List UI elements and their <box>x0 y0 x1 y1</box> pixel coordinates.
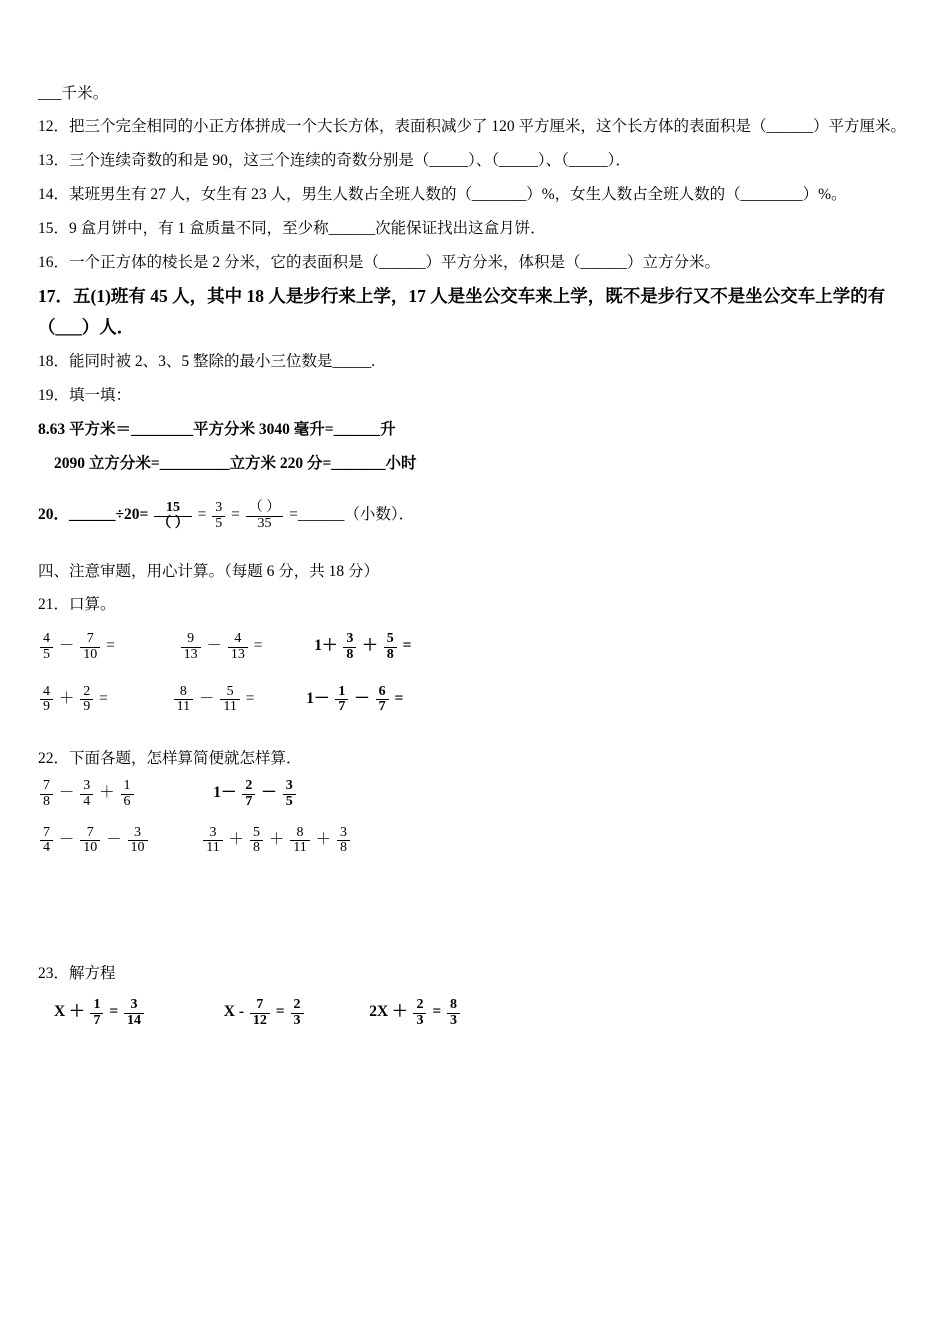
fraction-3-over-8: $\frac{3}{8}$ <box>343 632 356 662</box>
fraction-3-over-4: $\frac{3}{4}$ <box>80 779 93 809</box>
question-23-row <box>38 998 914 1028</box>
question-20-suffix: =______（小数）． <box>289 506 415 523</box>
variable-2x: 2X ＋ <box>369 1002 408 1020</box>
equals: = <box>99 689 108 707</box>
equation-2 <box>224 998 306 1028</box>
fraction-4-over-13: $\frac{4}{13}$ <box>228 632 248 662</box>
question-20-prefix: 20．______÷20= <box>38 506 149 523</box>
fraction-5-over-8: $\frac{5}{8}$ <box>384 632 397 662</box>
fraction-7-over-12: $\frac{7}{12}$ <box>250 998 270 1028</box>
fraction-15-over-blank: $\frac{15}{( )}$ <box>154 501 192 531</box>
oral-item-5 <box>172 685 255 715</box>
question-22-row-1 <box>38 779 914 809</box>
question-22-row-2 <box>38 826 914 856</box>
oral-item-2 <box>179 632 263 662</box>
question-12: 12．把三个完全相同的小正方体拼成一个大长方体，表面积减少了 120 平方厘米，这个长方体的表面积是（______）平方厘米。 <box>38 118 907 135</box>
operator-plus: ＋ <box>99 784 115 802</box>
question-20 <box>38 501 914 531</box>
lead-one: 1－ <box>213 784 237 802</box>
operator-plus: ＋ <box>268 830 285 848</box>
equals: = <box>106 637 115 655</box>
question-13: 13．三个连续奇数的和是 90，这三个连续的奇数分别是（_____）、（_____）、（_____）． <box>38 152 631 169</box>
section-4-heading: 四、注意审题，用心计算。（每题 6 分，共 18 分） <box>38 563 380 581</box>
fraction-2-over-7: $\frac{2}{7}$ <box>242 779 255 809</box>
fraction-6-over-7: $\frac{6}{7}$ <box>376 685 389 715</box>
fraction-5-over-11: $\frac{5}{11}$ <box>220 685 239 715</box>
question-22-label: 22．下面各题，怎样算简便就怎样算． <box>38 750 302 768</box>
fraction-3-over-5: $\frac{3}{5}$ <box>212 501 225 531</box>
fraction-1-over-7: $\frac{1}{7}$ <box>90 998 103 1028</box>
fraction-7-over-8: $\frac{7}{8}$ <box>40 779 53 809</box>
equals: = <box>275 1002 285 1020</box>
lead-one: 1＋ <box>314 637 338 655</box>
variable-x: X - <box>223 1002 245 1020</box>
oral-item-1 <box>38 632 115 662</box>
question-19-line-a: 8.63 平方米＝________平方分米 3040 毫升=______升 <box>38 421 396 438</box>
question-11-tail: ___千米。 <box>38 85 109 102</box>
fraction-8-over-11: $\frac{8}{11}$ <box>290 826 309 856</box>
operator-plus: ＋ <box>228 830 245 848</box>
fraction-4-over-9: $\frac{4}{9}$ <box>40 685 53 715</box>
variable-x: X ＋ <box>54 1002 85 1020</box>
question-19-line-b: 2090 立方分米=_________立方米 220 分=_______小时 <box>54 455 417 472</box>
fraction-blank-over-35: $\frac{( )}{35}$ <box>246 501 284 531</box>
page-content <box>38 78 914 1032</box>
oral-item-3 <box>314 632 411 662</box>
lead-one: 1－ <box>306 689 330 707</box>
equals-sign-2: = <box>231 506 240 523</box>
question-21-row-1 <box>38 632 914 662</box>
fraction-5-over-8: $\frac{5}{8}$ <box>250 826 263 856</box>
operator-minus: － <box>58 637 75 655</box>
operator-minus: － <box>106 830 122 848</box>
question-15: 15．9 盒月饼中，有 1 盒质量不同，至少称______次能保证找出这盒月饼． <box>38 220 546 237</box>
operator-minus: － <box>199 689 215 707</box>
simplify-expr-2 <box>213 779 297 809</box>
fraction-3-over-8: $\frac{3}{8}$ <box>337 826 350 856</box>
fraction-2-over-9: $\frac{2}{9}$ <box>80 685 93 715</box>
equals: = <box>245 689 255 707</box>
fraction-2-over-3: $\frac{2}{3}$ <box>413 998 426 1028</box>
fraction-2-over-3: $\frac{2}{3}$ <box>291 998 304 1028</box>
question-21-row-2 <box>38 685 914 715</box>
fraction-9-over-13: $\frac{9}{13}$ <box>181 632 201 662</box>
operator-plus: ＋ <box>58 689 75 707</box>
fraction-3-over-11: $\frac{3}{11}$ <box>203 826 222 856</box>
operator-minus: － <box>58 830 75 848</box>
operator-plus: ＋ <box>362 637 378 655</box>
equals: = <box>432 1002 442 1020</box>
question-19: 19．填一填： <box>38 387 132 404</box>
fraction-8-over-11: $\frac{8}{11}$ <box>174 685 193 715</box>
fraction-8-over-3: $\frac{8}{3}$ <box>447 998 460 1028</box>
equals-sign-1: = <box>197 506 207 523</box>
fraction-1-over-7: $\frac{1}{7}$ <box>335 685 348 715</box>
question-23-label: 23．解方程 <box>38 964 116 982</box>
fraction-3-over-14: $\frac{3}{14}$ <box>124 998 144 1028</box>
question-17: 17．五(1)班有 45 人，其中 18 人是步行来上学，17 人是坐公交车来上学，既不是步行又不是坐公交车上学的有（___）人． <box>38 286 886 337</box>
simplify-expr-3 <box>38 826 150 856</box>
equals: = <box>109 1002 119 1020</box>
equals: = <box>253 637 263 655</box>
question-21-label: 21．口算。 <box>38 596 116 614</box>
operator-plus: ＋ <box>315 830 332 848</box>
fraction-7-over-10: $\frac{7}{10}$ <box>80 632 100 662</box>
question-14: 14．某班男生有 27 人，女生有 23 人，男生人数占全班人数的（_______）%，女生人数占全班人数的（________）%。 <box>38 186 847 203</box>
equation-3 <box>369 998 462 1028</box>
fraction-4-over-5: $\frac{4}{5}$ <box>40 632 53 662</box>
fraction-1-over-6: $\frac{1}{6}$ <box>121 779 134 809</box>
oral-item-4 <box>38 685 108 715</box>
operator-minus: － <box>206 637 223 655</box>
equals: = <box>394 689 404 707</box>
simplify-expr-1 <box>38 779 136 809</box>
question-18: 18．能同时被 2、3、5 整除的最小三位数是_____. <box>38 353 376 370</box>
oral-item-6 <box>306 685 403 715</box>
operator-minus: － <box>261 784 277 802</box>
equation-1 <box>54 998 146 1028</box>
operator-minus: － <box>354 689 370 707</box>
fraction-3-over-10: $\frac{3}{10}$ <box>128 826 148 856</box>
operator-minus: － <box>58 784 75 802</box>
simplify-expr-4 <box>201 826 352 856</box>
fraction-7-over-10: $\frac{7}{10}$ <box>80 826 100 856</box>
fraction-3-over-5: $\frac{3}{5}$ <box>283 779 296 809</box>
fraction-7-over-4: $\frac{7}{4}$ <box>40 826 53 856</box>
equals: = <box>402 637 412 655</box>
question-16: 16．一个正方体的棱长是 2 分米，它的表面积是（______）平方分米，体积是（______）立方分米。 <box>38 254 721 271</box>
